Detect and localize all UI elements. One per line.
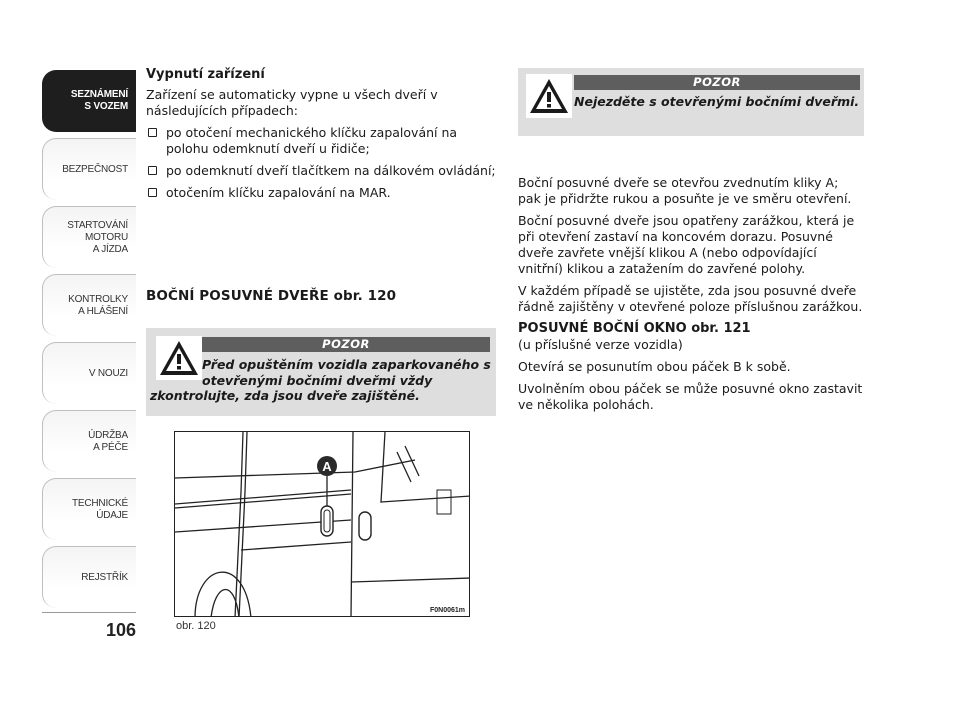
tab-rejstrik[interactable]: REJSTŘÍK bbox=[42, 546, 136, 608]
left-column bbox=[146, 66, 496, 207]
list-item: otočením klíčku zapalování na MAR. bbox=[146, 185, 496, 201]
tab-seznameni-s-vozem[interactable]: SEZNÁMENÍ S VOZEM bbox=[42, 70, 136, 132]
tab-kontrolky[interactable]: KONTROLKY A HLÁŠENÍ bbox=[42, 274, 136, 336]
door-illustration bbox=[174, 431, 470, 617]
figure-caption: obr. 120 bbox=[176, 620, 216, 632]
warning-triangle-icon bbox=[526, 74, 572, 118]
list-item: po odemknutí dveří tlačítkem na dálkovém ovládání; bbox=[146, 163, 496, 179]
section-title-bocni-dvere: BOČNÍ POSUVNÉ DVEŘE obr. 120 bbox=[146, 288, 397, 304]
paragraph: Boční posuvné dveře se otevřou zvednutím kliky A; pak je přidržte rukou a posuňte je ve směru otevření. bbox=[518, 175, 852, 206]
intro-paragraph: Zařízení se automaticky vypne u všech dveří v následujících případech: bbox=[146, 87, 438, 118]
warning-box-right bbox=[518, 68, 864, 136]
warning-triangle-icon bbox=[156, 336, 202, 380]
section-heading-vypnuti: Vypnutí zařízení bbox=[146, 67, 265, 82]
version-note: (u příslušné verze vozidla) bbox=[518, 337, 683, 352]
door-handle-rear bbox=[359, 512, 371, 540]
tab-bezpecnost[interactable]: BEZPEČNOST bbox=[42, 138, 136, 200]
tab-udrzba[interactable]: ÚDRŽBA A PÉČE bbox=[42, 410, 136, 472]
checkbox-bullet-icon bbox=[148, 188, 157, 197]
checkbox-bullet-icon bbox=[148, 166, 157, 175]
warning-label: POZOR bbox=[202, 337, 490, 352]
right-column bbox=[518, 175, 864, 419]
list-item: po otočení mechanického klíčku zapalování na polohu odemknutí dveří u řidiče; bbox=[146, 125, 496, 157]
warning-text: Před opuštěním vozidla zaparkovaného s otevřenými bočními dveřmi vždy bbox=[202, 357, 491, 388]
checkbox-bullet-icon bbox=[148, 128, 157, 137]
paragraph: V každém případě se ujistěte, zda jsou posuvné dveře řádně zajištěny v otevřené poloze příslušnou zarážkou. bbox=[518, 283, 863, 314]
warning-box bbox=[146, 328, 496, 416]
chapter-tabs bbox=[42, 70, 136, 614]
page-number: 106 bbox=[105, 620, 136, 640]
figure-reference: obr. 120 bbox=[333, 288, 397, 304]
warning-text: Nejezděte s otevřenými bočními dveřmi. bbox=[574, 94, 860, 109]
warning-text-continued: zkontrolujte, zda jsou dveře zajištěné. bbox=[150, 388, 420, 403]
paragraph: Otevírá se posunutím obou páček B k sobě. bbox=[518, 359, 791, 374]
paragraph: Boční posuvné dveře jsou opatřeny zarážkou, která je při otevření zastaví na koncovém dorazu. Posuvné dveře zavřete vnější klikou A (nebo odpovídající vnitřní) klikou a zatažením do zavřené polohy. bbox=[518, 213, 855, 276]
page-number-rule bbox=[42, 612, 136, 613]
tab-startovani-motoru[interactable]: STARTOVÁNÍ MOTORU A JÍZDA bbox=[42, 206, 136, 268]
sliding-door-drawing bbox=[175, 432, 470, 617]
bullet-list bbox=[146, 125, 496, 201]
warning-label: POZOR bbox=[574, 75, 860, 90]
paragraph: Uvolněním obou páček se může posuvné okno zastavit ve několika polohách. bbox=[518, 381, 863, 412]
marker-a-label: A bbox=[322, 459, 332, 474]
tab-technicke-udaje[interactable]: TECHNICKÉ ÚDAJE bbox=[42, 478, 136, 540]
figure-reference: obr. 121 bbox=[691, 321, 751, 336]
section-title-bocni-okno: POSUVNÉ BOČNÍ OKNO obr. 121 bbox=[518, 321, 751, 336]
tab-v-nouzi[interactable]: V NOUZI bbox=[42, 342, 136, 404]
figure-code: F0N0061m bbox=[429, 607, 465, 614]
